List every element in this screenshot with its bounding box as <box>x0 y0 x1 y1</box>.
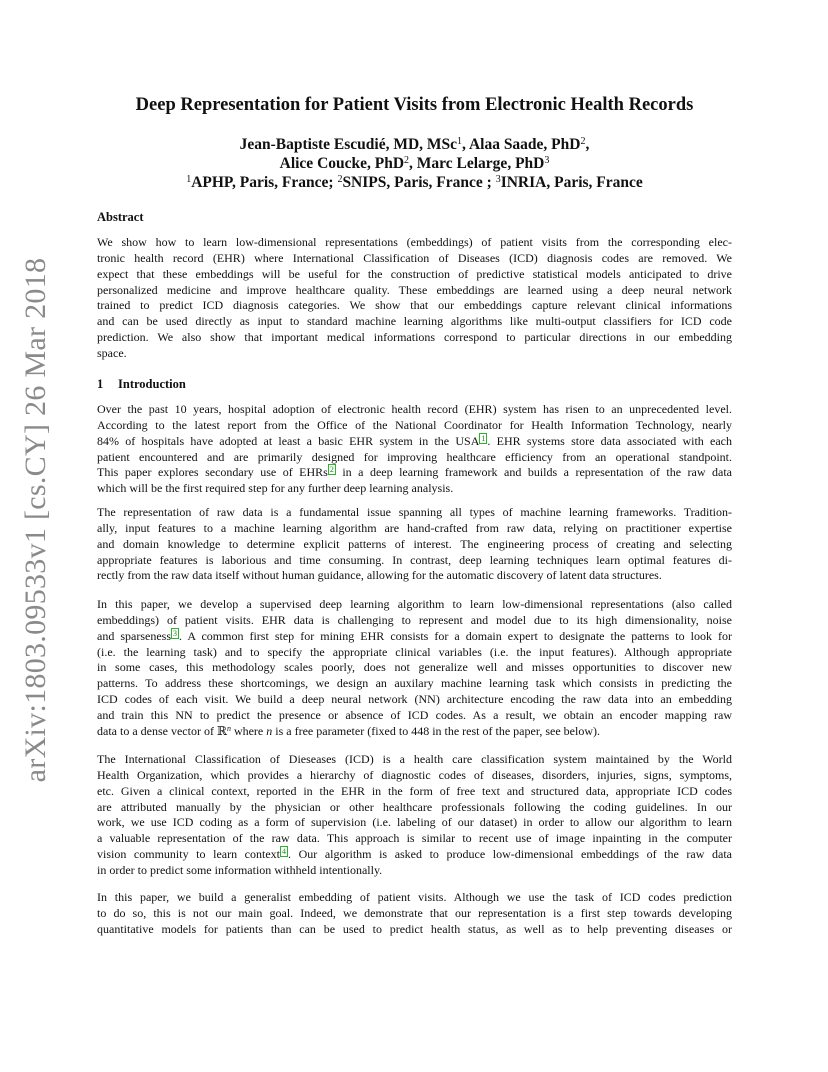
text-line: ally, input features to a machine learning algorithm are hand-crafted from raw data, relying on practitioner expertise <box>97 520 732 535</box>
text-line: We show how to learn low-dimensional representations (embeddings) of patient visits from the corresponding elec- <box>97 235 732 249</box>
text-line <box>97 724 732 740</box>
affiliation: SNIPS, Paris, France ; <box>342 174 496 191</box>
author-name: , Alaa Saade, PhD <box>462 136 581 153</box>
affiliation-mark: 2 <box>580 136 586 147</box>
text-segment: . A common first step for mining EHR consists for a domain expert to designate the patterns to look for <box>179 628 733 643</box>
text-line: The representation of raw data is a fundamental issue spanning all types of machine learning frameworks. Tradition- <box>97 505 732 519</box>
affiliation-mark: 1 <box>457 136 463 147</box>
text-line: appropriate features is laborious and time consuming. In contrast, deep learning techniques learn optimal features di- <box>97 552 732 567</box>
footnote-link[interactable]: 1 <box>481 433 486 443</box>
abstract-paragraph <box>97 235 732 362</box>
author-block <box>97 135 732 192</box>
author-name: Jean-Baptiste Escudié, MD, MSc <box>239 136 458 153</box>
author-line-2 <box>97 154 732 173</box>
text-line: in some cases, this methodology scales poorly, does not generalize well and misses opportunities to discover new <box>97 660 732 675</box>
affiliation-mark: 3 <box>544 155 550 166</box>
author-name: Alice Coucke, PhD <box>279 155 405 172</box>
section-heading-introduction <box>97 377 186 392</box>
text-line: ICD codes of each visit. We build a deep neural network (NN) architecture encoding the raw data into an embedding <box>97 692 732 707</box>
math-variable: n <box>266 723 273 738</box>
text-segment: where <box>230 723 267 738</box>
text-segment: . Our algorithm is asked to produce low-dimensional embeddings of the raw data <box>288 847 732 862</box>
text-segment: data to a dense vector of <box>97 723 217 738</box>
text-line: In this paper, we develop a supervised deep learning algorithm to learn low-dimensional representations (also called <box>97 597 732 611</box>
affiliation-mark: 1 <box>186 174 192 185</box>
affiliation-line <box>97 173 732 192</box>
text-segment: This paper explores secondary use of EHRs <box>97 465 328 480</box>
author-name: , Marc Lelarge, PhD <box>409 155 545 172</box>
section-number: 1 <box>97 377 104 391</box>
text-line: personalized medicine and improve healthcare quality. These embeddings are learned using a deep neural network <box>97 282 732 297</box>
text-segment: and sparseness <box>97 628 172 643</box>
affiliation-mark: 2 <box>337 174 343 185</box>
affiliation-mark: 3 <box>495 174 501 185</box>
text-line: which will be the first required step for any further deep learning analysis. <box>97 481 454 496</box>
text-segment: vision community to learn context <box>97 847 280 862</box>
text-line: prediction. We also show that important medical informations correspond to particular directions in our embedding <box>97 330 732 345</box>
text-line: trained to predict ICD diagnosis categories. We show that our embeddings capture relevant clinical informations <box>97 298 732 313</box>
footnote-link[interactable]: 3 <box>173 628 178 638</box>
text-line: rectly from the raw data itself without human guidance, allowing for the automatic discovery of latent data structures. <box>97 568 662 583</box>
text-line: a valuable representation of the raw data. This approach is similar to recent use of image inpainting in the computer <box>97 831 732 846</box>
text-line: are attributed manually by the physician or other healthcare professionals following the coding guidelines. In our <box>97 799 732 814</box>
text-line: According to the latest report from the Office of the National Coordinator for Health Information Technology, nearly <box>97 417 732 432</box>
arxiv-identifier-stamp: arXiv:1803.09533v1 [cs.CY] 26 Mar 2018 <box>19 257 52 783</box>
intro-paragraph-3 <box>97 597 732 740</box>
section-title: Introduction <box>118 377 186 391</box>
footnote-link[interactable]: 2 <box>329 465 334 475</box>
text-line <box>97 629 732 645</box>
text-line: (i.e. the learning task) and to specify the appropriate clinical variables (i.e. the input features). Although appropriate <box>97 644 732 659</box>
text-line: space. <box>97 345 127 360</box>
text-line: quantitative models for patients than can be used to predict health status, as well as to help preventing diseases or <box>97 921 732 936</box>
text-line: and can be used directly as input to standard machine learning algorithms like multi-output classifiers for ICD code <box>97 314 732 329</box>
text-segment: is a free parameter (fixed to 448 in the rest of the paper, see below). <box>272 723 600 738</box>
text-line: etc. Given a clinical context, reported in the EHR in the form of free text and structured data, appropriate ICD codes <box>97 783 732 798</box>
text-line: in order to predict some information withheld intentionally. <box>97 862 383 877</box>
text-line: and domain knowledge to determine explicit patterns of interest. The engineering process of creating and selecting <box>97 536 732 551</box>
text-line: work, we use ICD coding as a form of supervision (i.e. labeling of our dataset) in order to allow our algorithm to learn <box>97 815 732 830</box>
affiliation: INRIA, Paris, France <box>500 174 643 191</box>
affiliation-mark: 2 <box>404 155 410 166</box>
text-line: expect that these embeddings will be useful for the construction of predictive statistical models anticipated to drive <box>97 266 732 281</box>
math-exponent: n <box>226 723 231 733</box>
text-line: and train this NN to predict the presence or absence of ICD codes. As a result, we obtain an encoder mapping raw <box>97 707 732 722</box>
text-line: tronic health record (EHR) where International Classification of Diseases (ICD) diagnosis codes are removed. We <box>97 250 732 265</box>
text-segment: 84% of hospitals have adopted at least a basic EHR system in the USA <box>97 433 480 448</box>
text-line <box>97 465 732 481</box>
text-line: patterns. To address these shortcomings, we design an auxilary machine learning task which consists in predicting the <box>97 676 732 691</box>
text-line: The International Classification of Dieseases (ICD) is a health care classification system maintained by the World <box>97 752 732 766</box>
math-reals: ℝ <box>216 723 227 738</box>
text-line: to do so, this is not our main goal. Indeed, we demonstrate that our representation is a first step towards developing <box>97 905 732 920</box>
text-segment: . EHR systems store data associated with each <box>487 433 732 448</box>
paper-title: Deep Representation for Patient Visits from Electronic Health Records <box>135 95 694 115</box>
intro-paragraph-4 <box>97 752 732 879</box>
text-line: Health Organization, which provides a hierarchy of diagnostic codes of diseases, disorders, injuries, signs, symptoms, <box>97 767 732 782</box>
intro-paragraph-1 <box>97 402 732 497</box>
affiliation: APHP, Paris, France; <box>191 174 338 191</box>
intro-paragraph-2 <box>97 505 732 584</box>
text-line: In this paper, we build a generalist embedding of patient visits. Although we use the task of ICD codes prediction <box>97 890 732 904</box>
abstract-heading: Abstract <box>97 210 144 224</box>
author-line-1 <box>97 135 732 154</box>
text-line: patient encountered and are primarily designed for improving healthcare efficiency from an operational standpoint. <box>97 449 732 464</box>
text-line: Over the past 10 years, hospital adoption of electronic health record (EHR) system has risen to an unprecedented level. <box>97 402 732 416</box>
separator: , <box>585 136 590 153</box>
text-line: embeddings) of patient visits. EHR data is challenging to represent and model due to its high dimensionality, noise <box>97 612 732 627</box>
text-line <box>97 847 732 863</box>
footnote-link[interactable]: 4 <box>282 847 286 857</box>
intro-paragraph-5 <box>97 890 732 938</box>
text-segment: in a deep learning framework and builds a representation of the raw data <box>335 465 732 480</box>
text-line <box>97 434 732 450</box>
